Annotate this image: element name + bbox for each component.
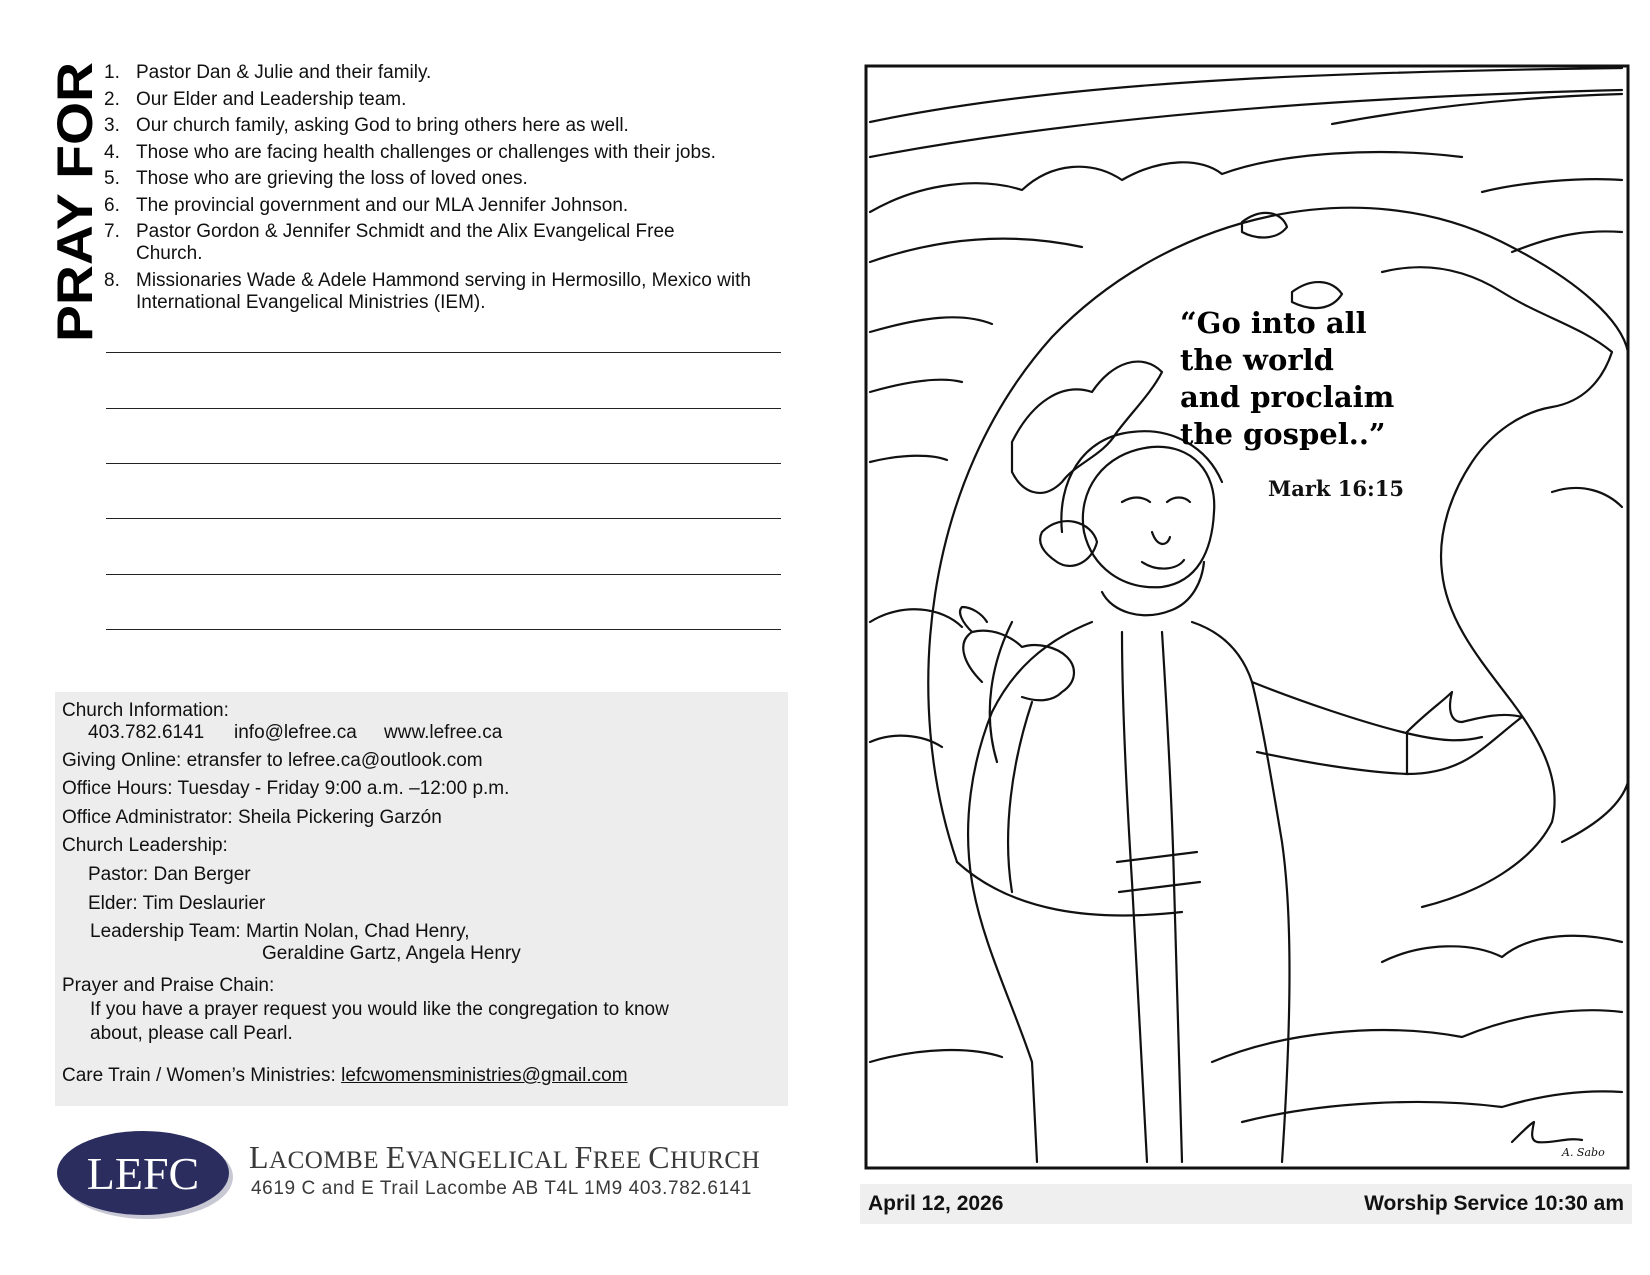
church-logo-area [55,1122,788,1222]
prayer-item: 4. Those who are facing health challenges or challenges with their jobs. [104,141,716,163]
service-time: Worship Service 10:30 am [1364,1192,1624,1215]
prayer-item: 2. Our Elder and Leadership team. [104,88,407,110]
leadership-team-line1: Leadership Team: Martin Nolan, Chad Henry, [90,921,470,942]
church-website[interactable]: www.lefree.ca [384,722,503,743]
church-address: 4619 C and E Trail Lacombe AB T4L 1M9 403.782.6141 [251,1178,753,1199]
prayer-chain-heading: Prayer and Praise Chain: [62,975,275,996]
prayer-list [104,62,794,318]
write-in-line[interactable] [106,463,781,464]
pastor-line: Pastor: Dan Berger [88,864,251,885]
service-footer [860,1184,1632,1224]
cover-illustration [862,62,1632,1172]
svg-text:LEFC: LEFC [86,1148,200,1199]
artist-signature: A. Sabo [1562,1146,1605,1159]
service-date: April 12, 2026 [868,1192,1004,1215]
scripture-quote [1180,305,1394,453]
church-phone: 403.782.6141 [88,722,205,743]
church-info-heading: Church Information: [62,700,229,721]
prayer-item: 6. The provincial government and our MLA Jennifer Johnson. [104,194,629,216]
pray-for-heading-text [20,60,100,350]
pray-for-heading [20,60,100,350]
write-in-line[interactable] [106,574,781,575]
church-info-box [55,692,788,1106]
prayer-chain-line1: If you have a prayer request you would like the congregation to know [90,999,669,1020]
church-name: LACOMBE EVANGELICAL FREE CHURCH [249,1139,761,1175]
scripture-reference: Mark 16:15 [1268,476,1404,501]
care-train-email-link[interactable]: lefcwomensministries@gmail.com [341,1065,628,1086]
prayer-item: 5. Those who are grieving the loss of loved ones. [104,168,528,189]
prayer-item: 7. Pastor Gordon & Jennifer Schmidt and the Alix Evangelical Free Church. [104,221,675,264]
leadership-heading: Church Leadership: [62,835,228,856]
quote-line: “Go into all [1180,306,1367,340]
prayer-item: 3. Our church family, asking God to bring others here as well. [104,115,629,136]
care-train-line: Care Train / Women’s Ministries: lefcwomensministries@gmail.com [62,1065,628,1086]
quote-line: the world [1180,343,1334,377]
prayer-item: 8. Missionaries Wade & Adele Hammond serving in Hermosillo, Mexico with International Evangelical Ministries (IEM). [104,269,751,313]
elder-line: Elder: Tim Deslaurier [88,893,266,914]
prayer-item: 1. Pastor Dan & Julie and their family. [104,62,432,83]
quote-line: the gospel..” [1180,417,1386,451]
quote-line: and proclaim [1180,380,1395,414]
prayer-chain-line2: about, please call Pearl. [90,1023,293,1044]
write-in-line[interactable] [106,518,781,519]
write-in-line[interactable] [106,629,781,630]
office-hours: Office Hours: Tuesday - Friday 9:00 a.m. –12:00 p.m. [62,778,510,799]
svg-text:PRAY FOR: PRAY FOR [47,89,100,342]
office-administrator: Office Administrator: Sheila Pickering Garzón [62,807,442,828]
church-email[interactable]: info@lefree.ca [234,722,357,743]
lefc-logo [55,1127,235,1219]
leadership-team-line2: Geraldine Gartz, Angela Henry [262,943,521,964]
write-in-line[interactable] [106,352,781,353]
giving-online: Giving Online: etransfer to lefree.ca@outlook.com [62,750,483,771]
write-in-line[interactable] [106,408,781,409]
